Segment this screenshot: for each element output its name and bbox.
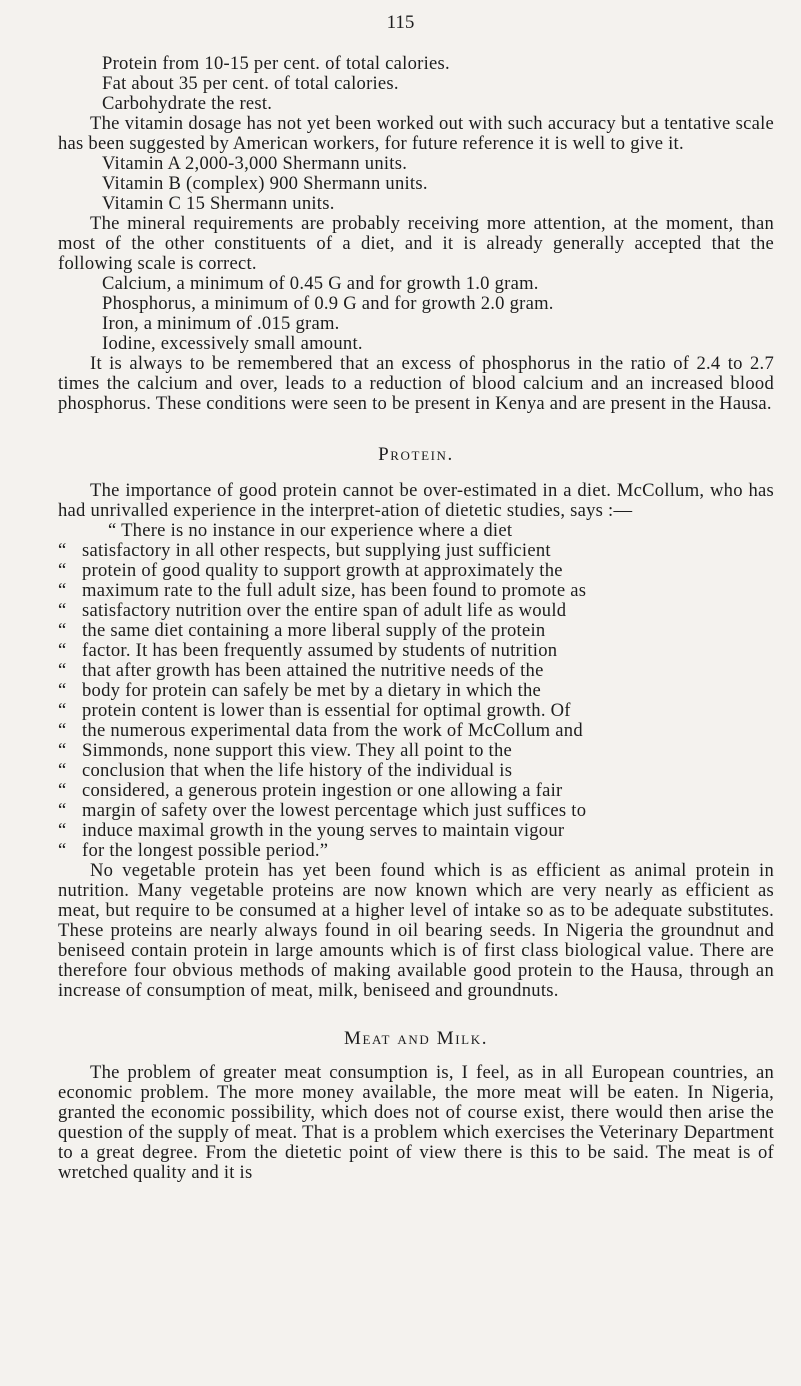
vitamin-line: Vitamin A 2,000-3,000 Shermann units.	[102, 153, 408, 174]
quote-line: “ for the longest possible period.”	[58, 840, 329, 861]
quote-line: “ the numerous experimental data from the work of McCollum and	[58, 720, 583, 741]
quote-mark: “	[58, 680, 67, 701]
mineral-line: Phosphorus, a minimum of 0.9 G and for growth 2.0 gram.	[102, 293, 554, 314]
quote-line: “ margin of safety over the lowest percentage which just suffices to	[58, 800, 587, 821]
section-heading-meat-and-milk: Meat and Milk.	[343, 1028, 489, 1049]
quote-mark: “	[58, 540, 67, 561]
page-number: 115	[386, 12, 415, 33]
quote-mark: “	[58, 780, 67, 801]
quote-line: “ satisfactory nutrition over the entire span of adult life as would	[58, 600, 567, 621]
quote-line: “ protein content is lower than is essential for optimal growth. Of	[58, 700, 571, 721]
quote-mark: “	[58, 580, 67, 601]
page-body	[58, 54, 774, 1183]
mineral-line: Iron, a minimum of .015 gram.	[102, 313, 340, 334]
quote-line: “ induce maximal growth in the young serves to maintain vigour	[58, 820, 565, 841]
composition-line: Carbohydrate the rest.	[102, 93, 273, 114]
quote-line: “ maximum rate to the full adult size, has been found to promote as	[58, 580, 587, 601]
quote-line: “ protein of good quality to support growth at approximately the	[58, 560, 563, 581]
quote-mark: “	[58, 760, 67, 781]
quote-line: “ satisfactory in all other respects, but supplying just sufficient	[58, 540, 551, 561]
quote-line: “ Simmonds, none support this view. They all point to the	[58, 740, 513, 761]
quote-mark: “	[58, 700, 67, 721]
quote-mark: “	[58, 720, 67, 741]
vitamin-line: Vitamin C 15 Shermann units.	[102, 193, 335, 214]
quote-mark: “	[58, 620, 67, 641]
quote-mark: “	[58, 640, 67, 661]
vegetable-protein-paragraph: No vegetable protein has yet been found which is as efficient as animal protein in nutrition. Many vegetable proteins are now known which are very nearly as efficient as meat, but require to be consumed at a higher level of intake so as to be adequate substitutes. These proteins are nearly always found in oil bearing seeds. In Nigeria the groundnut and beniseed contain protein in large amounts which is of first class biological value. There are therefore four obvious methods of making available good protein to the Hausa, through an increase of consumption of meat, milk, beniseed and groundnuts.	[58, 860, 774, 1001]
quote-mark: “	[58, 740, 67, 761]
quote-line: “ body for protein can safely be met by a dietary in which the	[58, 680, 542, 701]
mineral-line: Calcium, a minimum of 0.45 G and for growth 1.0 gram.	[102, 273, 539, 294]
quote-line: “ that after growth has been attained the nutritive needs of the	[58, 660, 544, 681]
quote-mark: “	[58, 800, 67, 821]
quote-line: “ There is no instance in our experience where a diet	[108, 520, 513, 541]
quote-mark: “	[58, 600, 67, 621]
meat-paragraph: The problem of greater meat consumption is, I feel, as in all European countries, an economic problem. The more money available, the more meat will be eaten. In Nigeria, granted the economic possibility, which does not of course exist, there would then arise the question of the supply of meat. That is a problem which exercises the Veterinary Department to a great degree. From the dietetic point of view there is this to be said. The meat is of wretched quality and it is	[58, 1062, 774, 1183]
vitamin-intro-paragraph: The vitamin dosage has not yet been worked out with such accuracy but a tentative scale has been suggested by American workers, for future reference it is well to give it.	[58, 113, 774, 154]
mineral-line: Iodine, excessively small amount.	[102, 333, 363, 354]
quote-line: “ conclusion that when the life history of the individual is	[58, 760, 513, 781]
quote-line: “ factor. It has been frequently assumed by students of nutrition	[58, 640, 558, 661]
mccollum-quotation	[58, 521, 774, 861]
quote-mark: “	[58, 820, 67, 841]
composition-line: Fat about 35 per cent. of total calories.	[102, 73, 399, 94]
quote-line: “ considered, a generous protein ingestion or one allowing a fair	[58, 780, 563, 801]
vitamin-line: Vitamin B (complex) 900 Shermann units.	[102, 173, 428, 194]
composition-line: Protein from 10-15 per cent. of total calories.	[102, 53, 450, 74]
quote-mark: “	[58, 840, 67, 861]
mineral-intro-paragraph: The mineral requirements are probably receiving more attention, at the moment, than most of the other constituents of a diet, and it is already generally accepted that the following scale is correct.	[58, 213, 774, 274]
phosphorus-paragraph: It is always to be remembered that an excess of phosphorus in the ratio of 2.4 to 2.7 times the calcium and over, leads to a reduction of blood calcium and an increased blood phosphorus. These conditions were seen to be present in Kenya and are present in the Hausa.	[58, 353, 774, 414]
quote-line: “ the same diet containing a more liberal supply of the protein	[58, 620, 546, 641]
quote-mark: “	[58, 660, 67, 681]
quote-mark: “	[58, 560, 67, 581]
section-heading-protein: Protein.	[378, 444, 454, 465]
protein-intro-paragraph: The importance of good protein cannot be over-estimated in a diet. McCollum, who has had unrivalled experience in the interpret-ation of dietetic studies, says :—	[58, 480, 774, 521]
